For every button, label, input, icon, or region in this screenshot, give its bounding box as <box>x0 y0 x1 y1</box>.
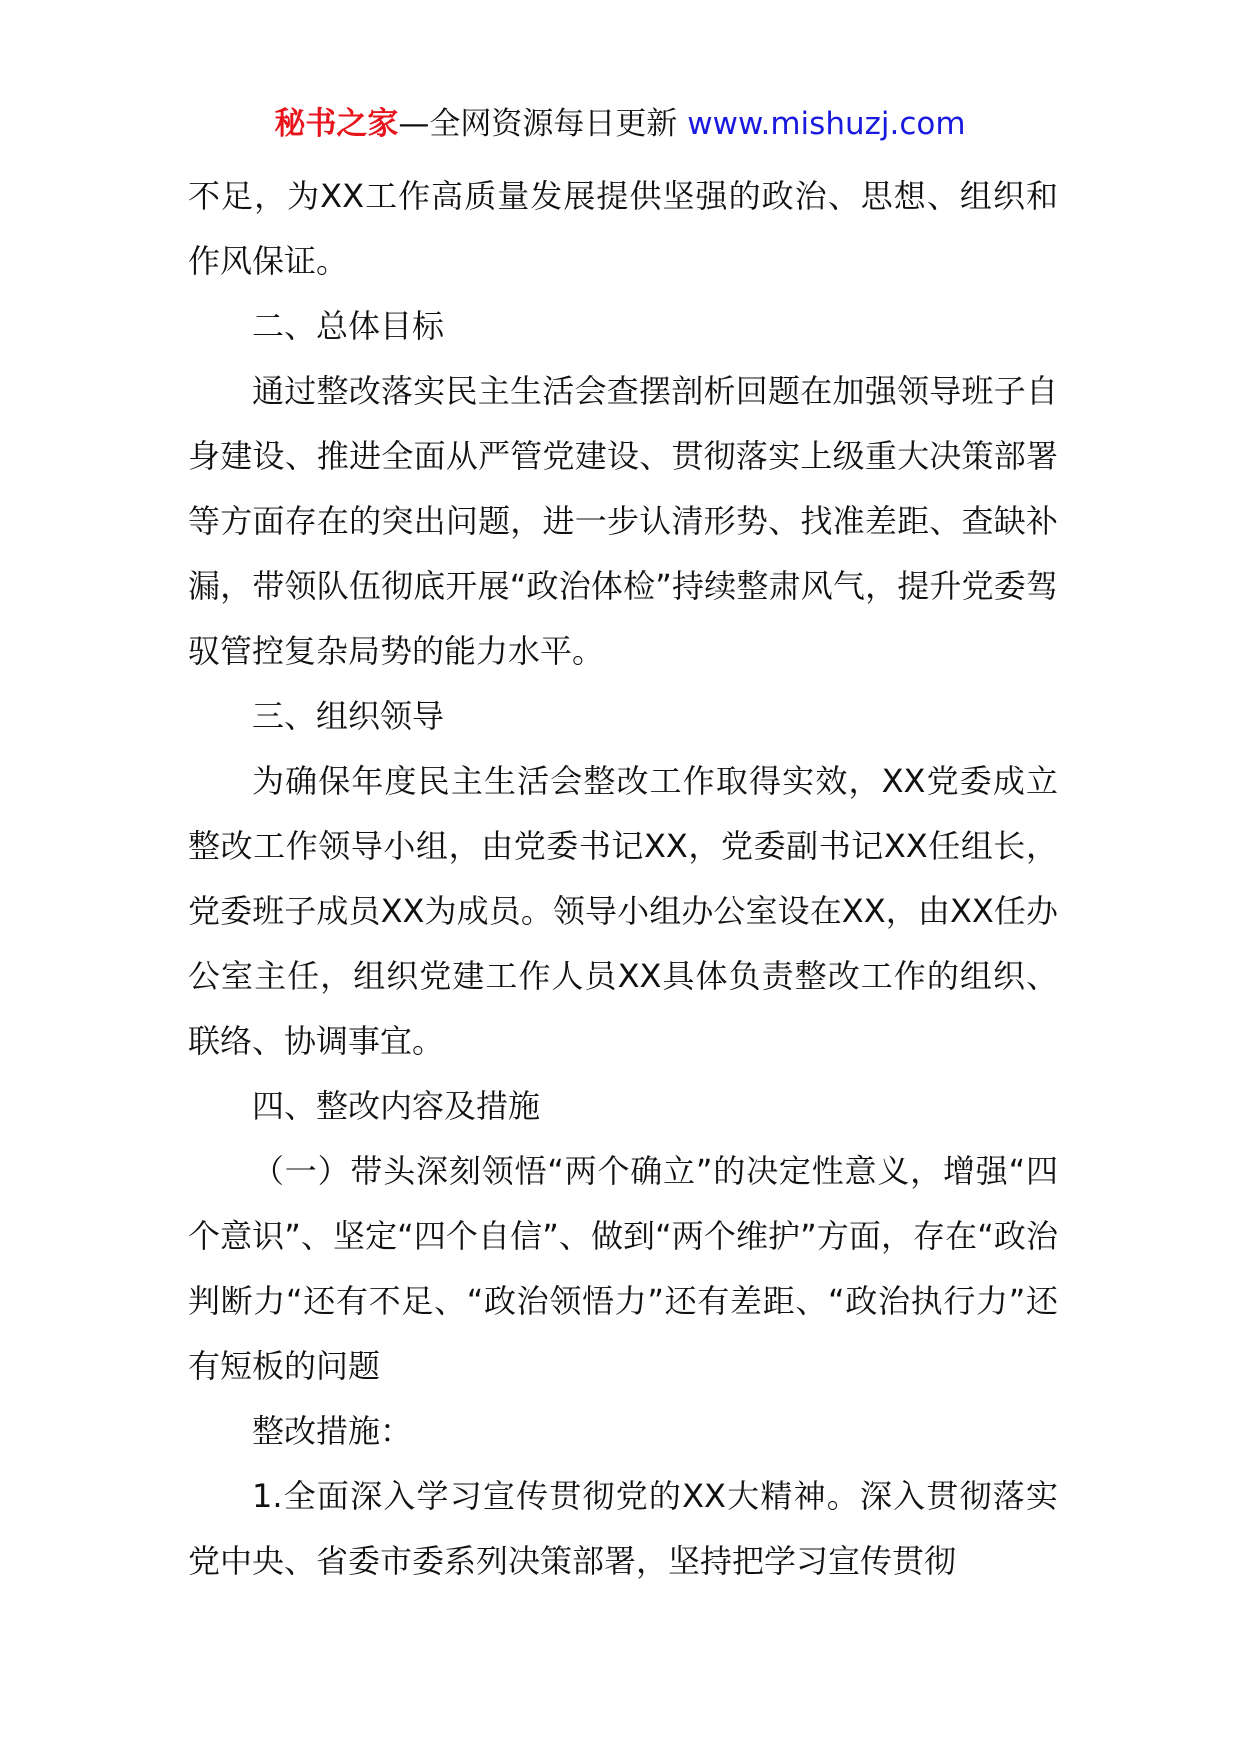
paragraph-issue-one: （一）带头深刻领悟“两个确立”的决定性意义，增强“四个意识”、坚定“四个自信”、做到“两个维护”方面，存在“政治判断力“还有不足、“政治领悟力”还有差距、“政治执行力”还有短板的问题 <box>188 1152 1058 1385</box>
paragraph-measure-one: 1.全面深入学习宣传贯彻党的XX大精神。深入贯彻落实党中央、省委市委系列决策部署，坚持把学习宣传贯彻 <box>188 1477 1058 1580</box>
subheading-measures: 整改措施： <box>252 1412 413 1450</box>
header-url: www.mishuzj.com <box>687 106 966 142</box>
section-heading-measures: 四、整改内容及措施 <box>252 1087 541 1125</box>
paragraph-continuation: 不足，为XX工作高质量发展提供坚强的政治、思想、组织和作风保证。 <box>188 177 1058 280</box>
paragraph-goals: 通过整改落实民主生活会查摆剖析回题在加强领导班子自身建设、推进全面从严管党建设、贯彻落实上级重大决策部署等方面存在的突出问题，进一步认清形势、找准差距、查缺补漏，带领队伍彻底开展“政治体检”持续整肃风气，提升党委驾驭管控复杂局势的能力水平。 <box>188 372 1058 670</box>
section-heading-goals: 二、总体目标 <box>252 307 445 345</box>
document-body <box>188 164 1058 1594</box>
brand-name: 秘书之家 <box>274 106 399 142</box>
header-slogan: —全网资源每日更新 <box>398 106 678 142</box>
paragraph-leadership: 为确保年度民主生活会整改工作取得实效，XX党委成立整改工作领导小组，由党委书记XX，党委副书记XX任组长，党委班子成员XX为成员。领导小组办公室设在XX，由XX任办公室主任，组织党建工作人员XX具体负责整改工作的组织、联络、协调事宜。 <box>188 762 1058 1060</box>
section-heading-leadership: 三、组织领导 <box>252 697 445 735</box>
watermark-header <box>0 104 1240 144</box>
